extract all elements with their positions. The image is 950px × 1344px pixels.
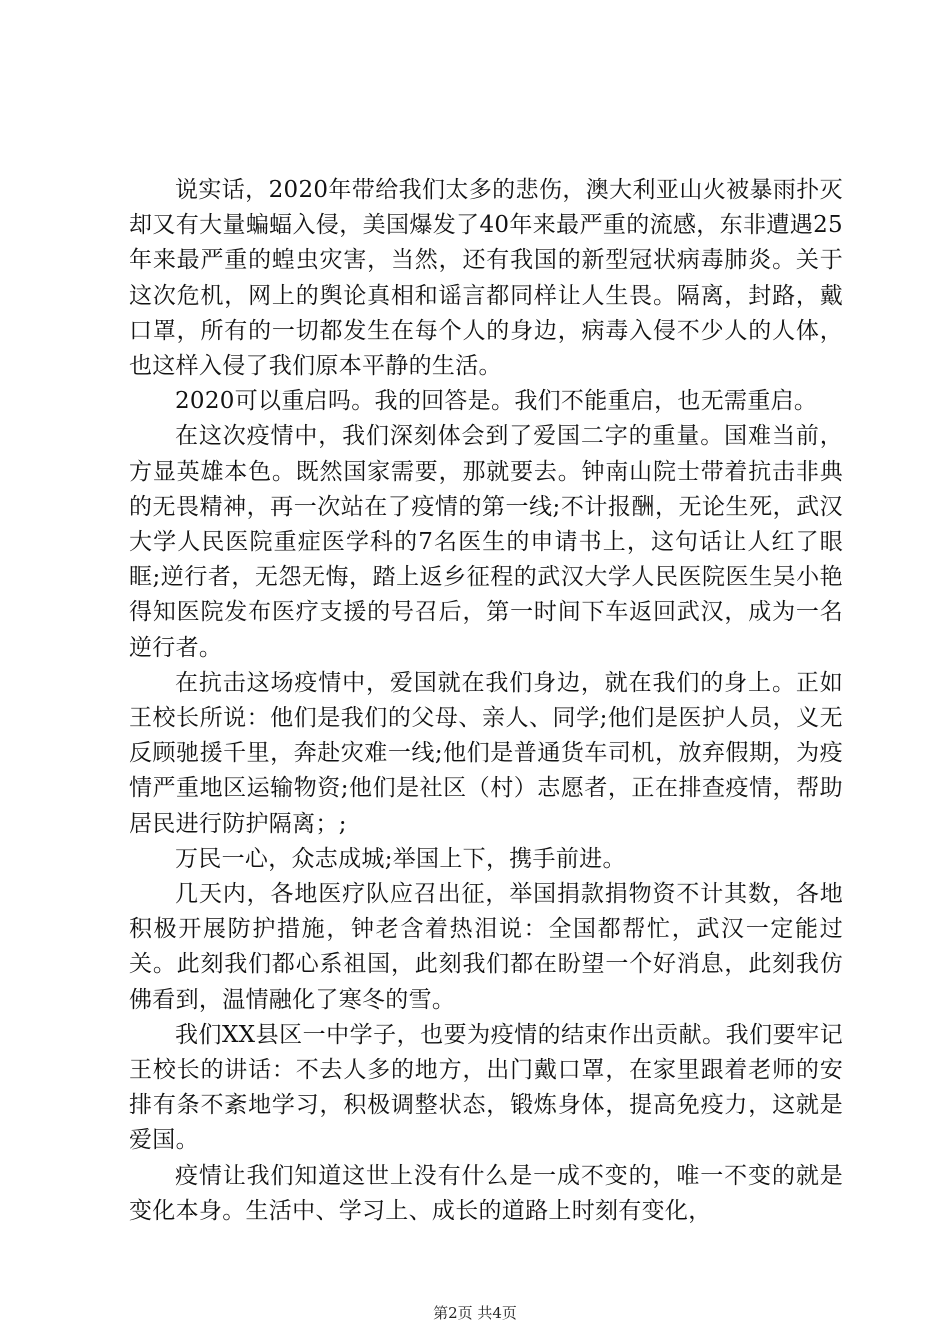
paragraph-3: 在这次疫情中，我们深刻体会到了爱国二字的重量。国难当前，方显英雄本色。既然国家需要，那就要去。钟南山院士带着抗击非典的无畏精神，再一次站在了疫情的第一线;不计报酬，无论生死，武汉大学人民医院重症医学科的7名医生的申请书上，这句话让人红了眼眶;逆行者，无怨无悔，踏上返乡征程的武汉大学人民医院医生吴小艳得知医院发布医疗支援的号召后，第一时间下车返回武汉，成为一名逆行者。 [129, 423, 843, 661]
paragraph-5: 万民一心，众志成城;举国上下，携手前进。 [175, 845, 626, 872]
paragraph-7: 我们XX县区一中学子，也要为疫情的结束作出贡献。我们要牢记王校长的讲话：不去人多的地方，出门戴口罩，在家里跟着老师的安排有条不紊地学习，积极调整状态，锻炼身体，提高免疫力，这就是爱国。 [129, 1021, 843, 1154]
paragraph-6: 几天内，各地医疗队应召出征，举国捐款捐物资不计其数，各地积极开展防护措施，钟老含着热泪说：全国都帮忙，武汉一定能过关。此刻我们都心系祖国，此刻我们都在盼望一个好消息，此刻我仿佛看到，温情融化了寒冬的雪。 [129, 881, 843, 1013]
paragraph-4: 在抗击这场疫情中，爱国就在我们身边，就在我们的身上。正如王校长所说：他们是我们的父母、亲人、同学;他们是医护人员，义无反顾驰援千里，奔赴灾难一线;他们是普通货车司机，放弃假期，为疫情严重地区运输物资;他们是社区（村）志愿者，正在排查疫情，帮助居民进行防护隔离；; [129, 669, 843, 837]
document-body [129, 173, 843, 1229]
page-footer: 第2页 共4页 [433, 1304, 517, 1322]
paragraph-8: 疫情让我们知道这世上没有什么是一成不变的，唯一不变的就是变化本身。生活中、学习上、成长的道路上时刻有变化， [129, 1162, 843, 1224]
paragraph-1: 说实话，2020年带给我们太多的悲伤，澳大利亚山火被暴雨扑灭却又有大量蝙蝠入侵，美国爆发了40年来最严重的流感，东非遭遇25年来最严重的蝗虫灾害，当然，还有我国的新型冠状病毒肺炎。关于这次危机，网上的舆论真相和谣言都同样让人生畏。隔离，封路，戴口罩，所有的一切都发生在每个人的身边，病毒入侵不少人的人体，也这样入侵了我们原本平静的生活。 [129, 177, 843, 380]
paragraph-2: 2020可以重启吗。我的回答是。我们不能重启，也无需重启。 [175, 388, 818, 415]
